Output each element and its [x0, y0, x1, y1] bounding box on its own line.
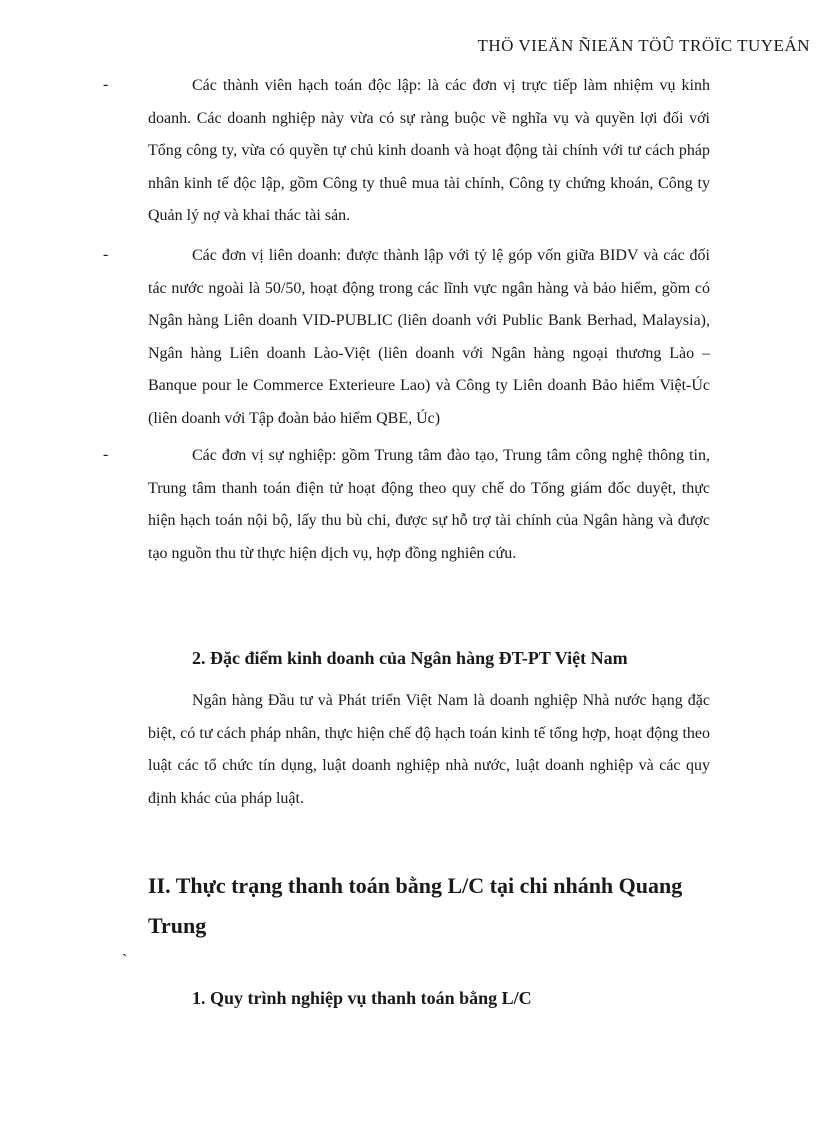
section-heading-business-characteristics: 2. Đặc điểm kinh doanh của Ngân hàng ĐT-PT Việt Nam	[192, 648, 628, 668]
bullet-marker: -	[103, 76, 109, 93]
bullet-marker: -	[103, 246, 109, 263]
stray-mark: `	[122, 952, 128, 969]
running-header: THÖ VIEÄN ÑIEÄN TÖÛ TRÖÏC TUYEÁN	[477, 36, 810, 55]
section-body-paragraph: Ngân hàng Đầu tư và Phát triển Việt Nam là doanh nghiệp Nhà nước hạng đặc biệt, có tư cách pháp nhân, thực hiện chế độ hạch toán kinh tế tổng hợp, hoạt động theo luật các tổ chức tín dụng, luật doanh nghiệp nhà nước, luật doanh nghiệp và các quy định khác của pháp luật.	[148, 692, 710, 807]
bullet-paragraph-service-units: Các đơn vị sự nghiệp: gồm Trung tâm đào tạo, Trung tâm công nghệ thông tin, Trung tâm thanh toán điện tử hoạt động theo quy chế do Tổng giám đốc duyệt, thực hiện hạch toán nội bộ, lấy thu bù chi, được sự hỗ trợ tài chính của Ngân hàng và được tạo nguồn thu từ thực hiện dịch vụ, hợp đồng nghiên cứu.	[148, 447, 710, 562]
bullet-marker: -	[103, 446, 109, 463]
chapter-heading-lc-payment-status: II. Thực trạng thanh toán bằng L/C tại chi nhánh Quang Trung	[148, 873, 683, 938]
subsection-heading-lc-process: 1. Quy trình nghiệp vụ thanh toán bằng L/C	[192, 988, 532, 1008]
bullet-paragraph-joint-ventures: Các đơn vị liên doanh: được thành lập với tỷ lệ góp vốn giữa BIDV và các đối tác nước ngoài là 50/50, hoạt động trong các lĩnh vực ngân hàng và bảo hiểm, gồm có Ngân hàng Liên doanh VID-PUBLIC (liên doanh với Public Bank Berhad, Malaysia), Ngân hàng Liên doanh Lào-Việt (liên doanh với Ngân hàng ngoại thương Lào – Banque pour le Commerce Exterieure Lao) và Công ty Liên doanh Bảo hiểm Việt-Úc (liên doanh với Tập đoàn bảo hiểm QBE, Úc)	[148, 247, 710, 427]
bullet-paragraph-member-units: Các thành viên hạch toán độc lập: là các đơn vị trực tiếp làm nhiệm vụ kinh doanh. Các doanh nghiệp này vừa có sự ràng buộc về nghĩa vụ và quyền lợi đối với Tổng công ty, vừa có quyền tự chủ kinh doanh và hoạt động tài chính với tư cách pháp nhân kinh tế độc lập, gồm Công ty thuê mua tài chính, Công ty chứng khoán, Công ty Quản lý nợ và khai thác tài sản.	[148, 77, 710, 225]
